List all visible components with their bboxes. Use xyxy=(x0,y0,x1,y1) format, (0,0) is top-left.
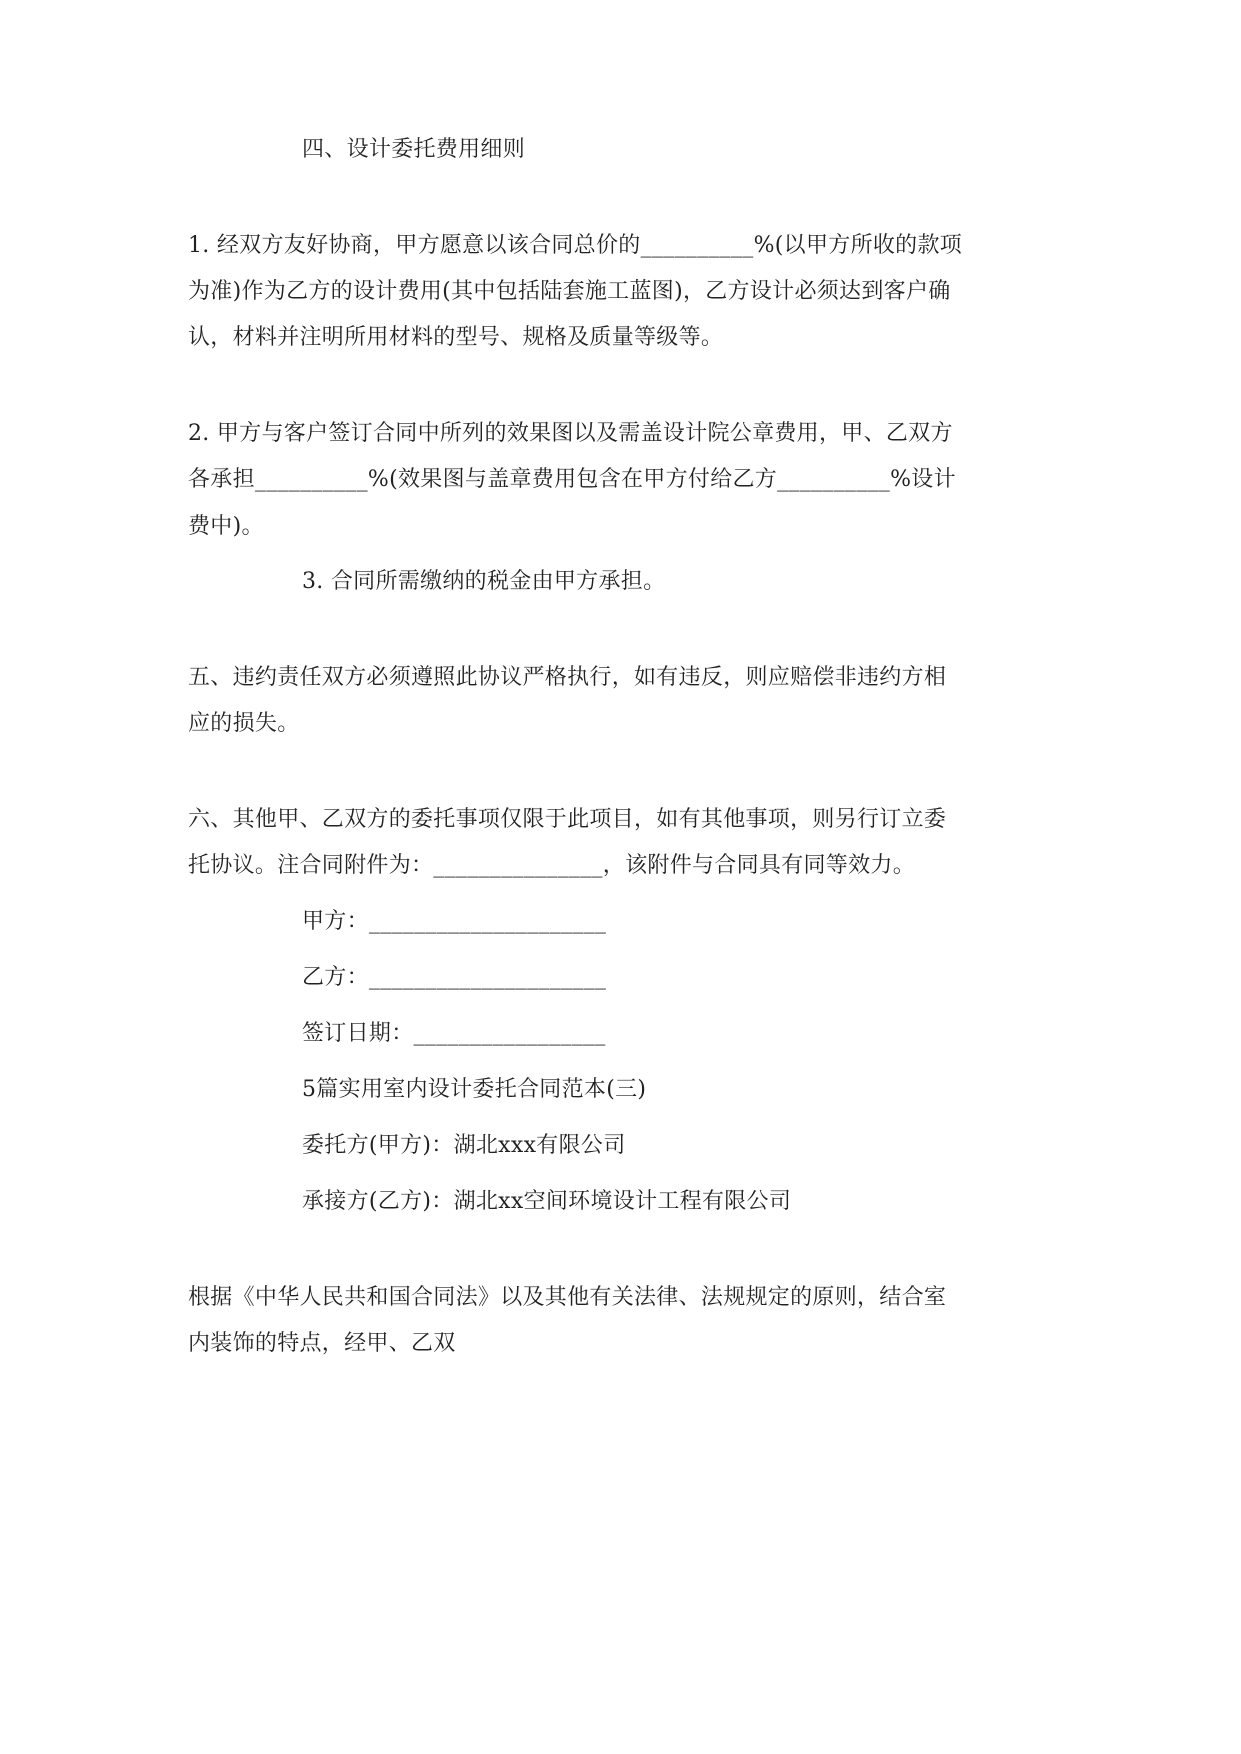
basis-line-2: 内装饰的特点，经甲、乙双 xyxy=(188,1331,456,1356)
basis-line-1: 根据《中华人民共和国合同法》以及其他有关法律、法规规定的原则，结合室 xyxy=(188,1285,947,1310)
signing-date: 签订日期：_________________ xyxy=(302,1021,606,1046)
item-1-line-1: 1. 经双方友好协商，甲方愿意以该合同总价的__________%(以甲方所收的款项 xyxy=(188,233,963,258)
item-2-line-1: 2. 甲方与客户签订合同中所列的效果图以及需盖设计院公章费用，甲、乙双方 xyxy=(188,421,953,446)
section-6-line-1: 六、其他甲、乙双方的委托事项仅限于此项目，如有其他事项，则另行订立委 xyxy=(188,807,947,832)
item-2-line-3: 费中)。 xyxy=(188,514,264,539)
item-3: 3. 合同所需缴纳的税金由甲方承担。 xyxy=(302,569,666,594)
party-a-signature: 甲方：_____________________ xyxy=(302,909,607,934)
party-b-signature: 乙方：_____________________ xyxy=(302,965,607,990)
section-6-line-2: 托协议。注合同附件为：_______________，该附件与合同具有同等效力。 xyxy=(188,853,916,878)
client-party: 委托方(甲方)：湖北xxx有限公司 xyxy=(302,1133,626,1158)
item-1-line-3: 认，材料并注明所用材料的型号、规格及质量等级等。 xyxy=(188,325,724,350)
item-1-line-2: 为准)作为乙方的设计费用(其中包括陆套施工蓝图)，乙方设计必须达到客户确 xyxy=(188,279,951,304)
section-5-line-2: 应的损失。 xyxy=(188,711,300,736)
next-contract-title: 5篇实用室内设计委托合同范本(三) xyxy=(302,1077,647,1102)
item-2-line-2: 各承担__________%(效果图与盖章费用包含在甲方付给乙方__________%设计 xyxy=(188,467,956,492)
section-4-title: 四、设计委托费用细则 xyxy=(302,137,526,162)
section-5-line-1: 五、违约责任双方必须遵照此协议严格执行，如有违反，则应赔偿非违约方相 xyxy=(188,665,947,690)
contractor-party: 承接方(乙方)：湖北xx空间环境设计工程有限公司 xyxy=(302,1189,792,1214)
